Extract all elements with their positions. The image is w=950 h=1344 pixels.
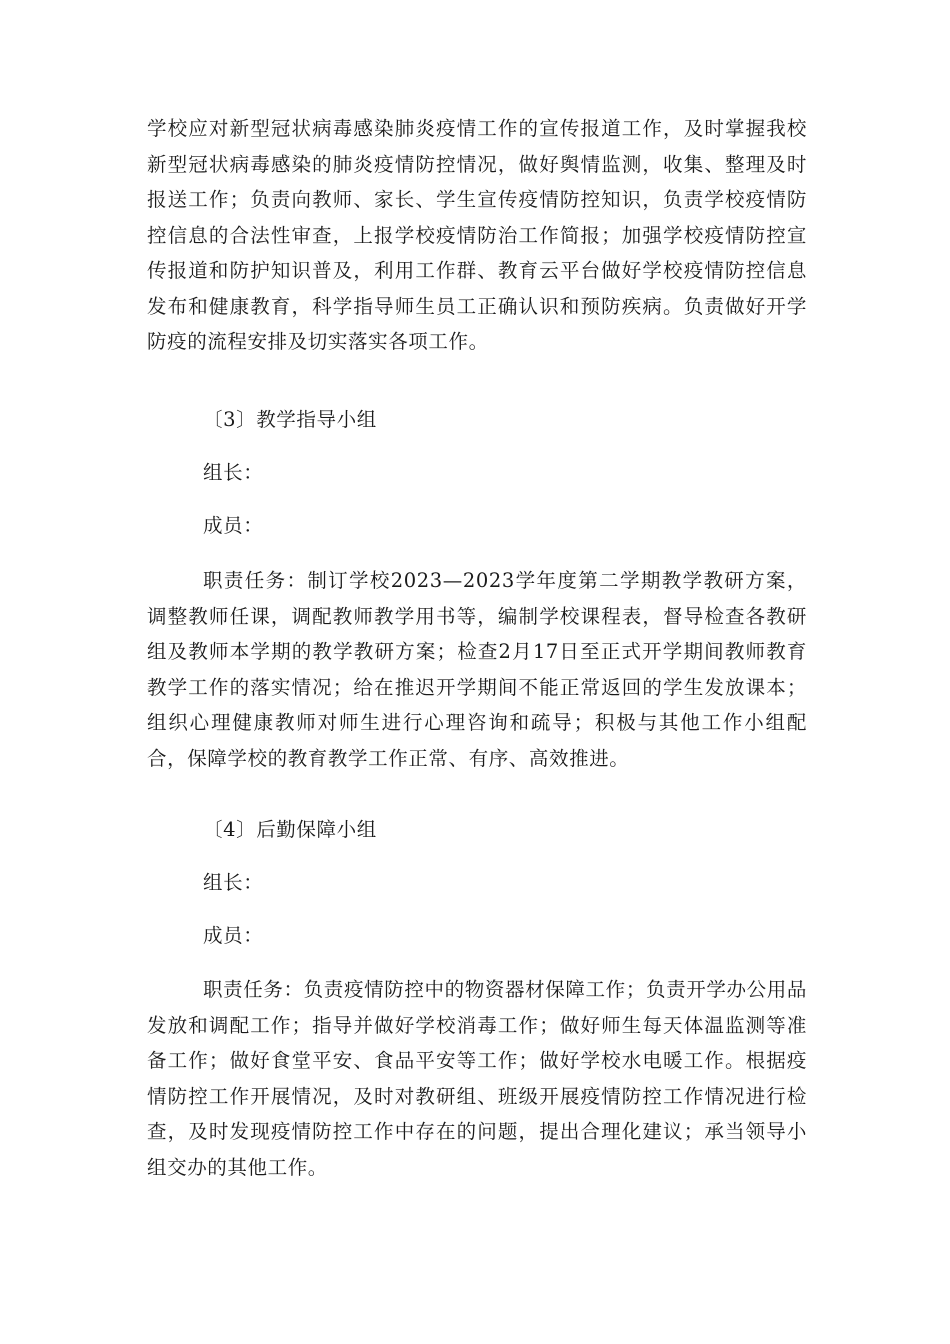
logistics-group-duties-paragraph: 职责任务：负责疫情防控中的物资器材保障工作；负责开学办公用品发放和调配工作；指导并做好学校消毒工作；做好师生每天体温监测等准备工作；做好食堂平安、食品平安等工作；做好学校水电暖工作。根据疫情防控工作开展情况，及时对教研组、班级开展疫情防控工作情况进行检查，及时发现疫情防控工作中存在的问题，提出合理化建议；承当领导小组交办的其他工作。: [147, 978, 807, 1179]
logistics-group-leader-label: 组长：: [203, 871, 264, 894]
teaching-group-duties-paragraph: 职责任务：制订学校2023—2023学年度第二学期教学教研方案，调整教师任课，调配教师教学用书等，编制学校课程表，督导检查各教研组及教师本学期的教学教研方案；检查2月17日至正式开学期间教师教育教学工作的落实情况；给在推迟开学期间不能正常返回的学生发放课本；组织心理健康教师对师生进行心理咨询和疏导；积极与其他工作小组配合，保障学校的教育教学工作正常、有序、高效推进。: [147, 569, 807, 770]
teaching-group-leader-label: 组长：: [203, 461, 264, 484]
teaching-group-members-label: 成员：: [203, 514, 264, 537]
body-paragraph-propaganda-duties: 学校应对新型冠状病毒感染肺炎疫情工作的宣传报道工作，及时掌握我校新型冠状病毒感染的肺炎疫情防控情况，做好舆情监测，收集、整理及时报送工作；负责向教师、家长、学生宣传疫情防控知识，负责学校疫情防控信息的合法性审查，上报学校疫情防治工作简报；加强学校疫情防控宣传报道和防护知识普及，利用工作群、教育云平台做好学校疫情防控信息发布和健康教育，科学指导师生员工正确认识和预防疾病。负责做好开学防疫的流程安排及切实落实各项工作。: [147, 117, 807, 353]
logistics-group-members-label: 成员：: [203, 924, 264, 947]
section-heading-teaching-guidance: 〔3〕教学指导小组: [203, 408, 377, 431]
section-heading-logistics-support: 〔4〕后勤保障小组: [203, 818, 377, 841]
